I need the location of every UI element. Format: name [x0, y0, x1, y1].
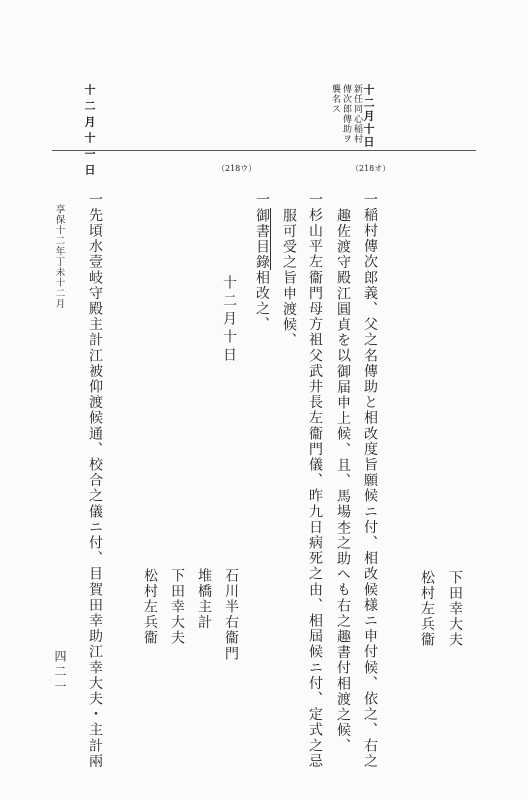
body-line-5-tail: 相改之、 — [254, 270, 270, 333]
body-line-3: 一杉山平左衞門母方祖父武井長左衞門儀、昨九日病死之由、相屆候ニ付、定式之忌 — [307, 192, 323, 770]
body-line-4: 服可受之旨申渡候、 — [281, 208, 297, 349]
signatory-left-3: 下田幸大夫 — [169, 568, 185, 646]
folio-mark-left: （218ウ） — [217, 164, 257, 173]
body-line-1: 一稲村傳次郎義、父之名傳助と相改度旨願候ニ付、相改候様ニ申付候、依之、右之 — [362, 192, 378, 770]
signatory-right-2: 松村左兵衞 — [419, 570, 435, 648]
bullet-mark: 一 — [254, 192, 270, 208]
body-line-2: 趣佐渡守殿江圓貞を以御届申上候、且、馬場杢之助へも右之趣書付相渡之候、 — [335, 208, 351, 754]
header-rule — [52, 150, 476, 151]
folio-mark-right: （218オ） — [351, 164, 391, 173]
page-number: 四二一 — [53, 650, 67, 695]
running-head: 享保十二年丁未十二月 — [53, 204, 65, 309]
margin-note-line-3: 襲名ス — [330, 84, 340, 114]
margin-note-line-1: 新任同心稲村 — [352, 84, 362, 144]
entry-date: 十二月十日 — [221, 275, 237, 365]
margin-note-line-2: 傳次郎傳助ヲ — [341, 84, 351, 144]
signatory-left-2: 堆橋主計 — [196, 568, 212, 631]
margin-date-right: 十二月十日 — [362, 84, 375, 149]
signatory-right-1: 下田幸大夫 — [447, 570, 463, 648]
margin-date-left: 十二月十一日 — [83, 84, 96, 180]
body-line-last: 一先頃水壹岐守殿主計江被仰渡候通、校合之儀ニ付、目賀田幸助江幸大夫・主計兩 — [87, 192, 103, 770]
body-line-5 — [255, 192, 269, 332]
signatory-left-4: 松村左兵衞 — [142, 568, 158, 646]
boxed-heading: 御書目錄 — [254, 207, 270, 271]
signatory-left-1: 石川半右衞門 — [223, 568, 239, 662]
